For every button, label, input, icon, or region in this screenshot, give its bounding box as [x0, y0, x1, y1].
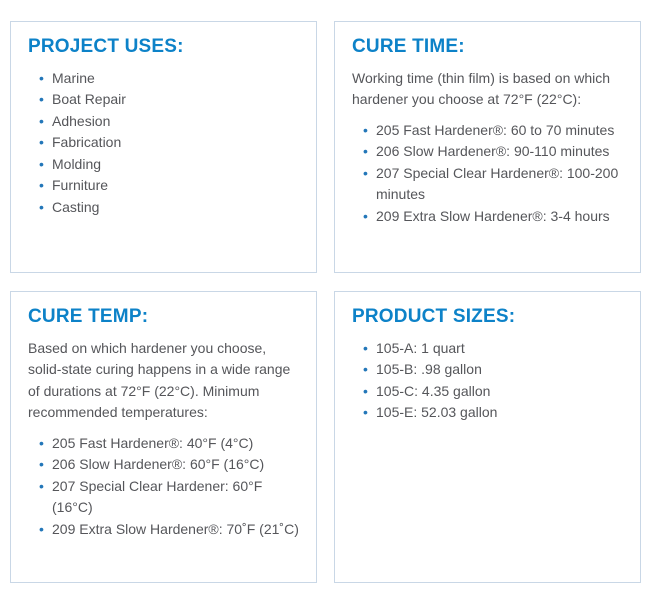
- card-product-sizes: [334, 291, 641, 583]
- cure-time-intro: Working time (thin film) is based on which hardener you choose at 72°F (22°C):: [352, 69, 611, 108]
- list-item: • Adhesion: [39, 111, 300, 133]
- card-project-uses: [10, 21, 317, 273]
- list-item: • 209 Extra Slow Hardener®: 3-4 hours: [363, 206, 624, 228]
- cure-time-list: [363, 120, 624, 228]
- info-card-grid: [10, 21, 641, 583]
- list-item: • 205 Fast Hardener®: 40°F (4°C): [39, 433, 300, 455]
- list-item: • Fabrication: [39, 132, 300, 154]
- project-uses-list: [39, 68, 300, 219]
- list-item: • 206 Slow Hardener®: 90-110 minutes: [363, 141, 624, 163]
- list-item: • Marine: [39, 68, 300, 90]
- list-item: • 105-B: .98 gallon: [363, 359, 624, 381]
- list-item: • 209 Extra Slow Hardener®: 70˚F (21˚C): [39, 519, 300, 541]
- project-uses-title: PROJECT USES:: [28, 36, 184, 57]
- cure-temp-title: CURE TEMP:: [28, 306, 149, 327]
- list-item: • 105-A: 1 quart: [363, 338, 624, 360]
- list-item: • 207 Special Clear Hardener: 60°F (16°C): [39, 476, 300, 519]
- list-item: • Boat Repair: [39, 89, 300, 111]
- product-sizes-title: PRODUCT SIZES:: [352, 306, 516, 327]
- cure-temp-intro: Based on which hardener you choose, solid-state curing happens in a wide range of durations at 72°F (22°C). Minimum recommended temperatures:: [28, 339, 291, 421]
- list-item: • 206 Slow Hardener®: 60°F (16°C): [39, 454, 300, 476]
- list-item: • Casting: [39, 197, 300, 219]
- list-item: • 207 Special Clear Hardener®: 100-200 minutes: [363, 163, 624, 206]
- card-cure-time: [334, 21, 641, 273]
- cure-time-title: CURE TIME:: [352, 36, 465, 57]
- list-item: • 105-E: 52.03 gallon: [363, 402, 624, 424]
- list-item: • 105-C: 4.35 gallon: [363, 381, 624, 403]
- list-item: • 205 Fast Hardener®: 60 to 70 minutes: [363, 120, 624, 142]
- product-sizes-list: [363, 338, 624, 424]
- card-cure-temp: [10, 291, 317, 583]
- list-item: • Molding: [39, 154, 300, 176]
- list-item: • Furniture: [39, 175, 300, 197]
- cure-temp-list: [39, 433, 300, 541]
